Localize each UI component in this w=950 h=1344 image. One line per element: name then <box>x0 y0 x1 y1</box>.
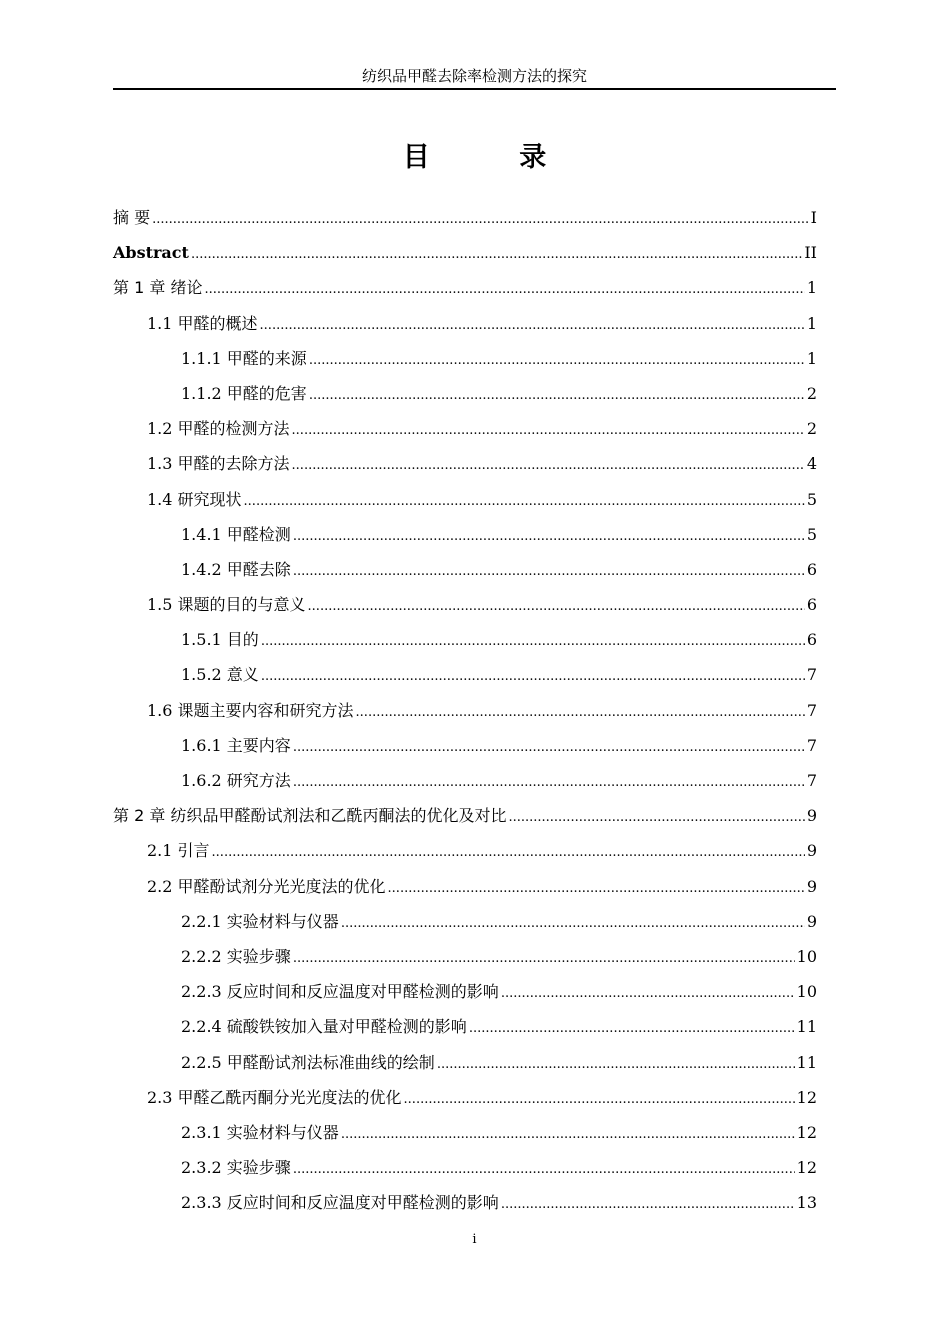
toc-entry-text: 1.1.2 甲醛的危害 <box>181 383 307 403</box>
toc-leader <box>293 554 805 589</box>
toc-entry-page: 13 <box>796 1193 817 1213</box>
toc-entry-text: 2.3.2 实验步骤 <box>181 1158 291 1178</box>
toc-leader <box>501 976 795 1011</box>
toc-entry-page: 6 <box>806 630 817 650</box>
toc-entry-1-1-1[interactable] <box>113 341 817 376</box>
toc-entry-text: 1.6 课题主要内容和研究方法 <box>147 700 354 720</box>
toc-leader <box>341 906 805 941</box>
toc-entry-1-6-2[interactable] <box>113 763 817 798</box>
toc-entry-text: 2.2.1 实验材料与仪器 <box>181 911 339 931</box>
toc-entry-text: 2.2 甲醛酚试剂分光光度法的优化 <box>147 876 386 896</box>
toc-entry-1-1[interactable] <box>113 306 817 341</box>
toc-entry-1-4[interactable] <box>113 482 817 517</box>
toc-entry-2-2-3[interactable] <box>113 974 817 1009</box>
header-rule <box>113 88 836 90</box>
toc-entry-text: 摘 要 <box>113 208 151 227</box>
toc-leader <box>388 871 805 906</box>
toc-leader <box>293 730 805 765</box>
toc-leader <box>212 835 805 870</box>
toc-entry-text: 2.1 引言 <box>147 841 210 861</box>
toc-entry-page: 7 <box>806 700 817 720</box>
toc-entry-1-5-2[interactable] <box>113 657 817 692</box>
toc-leader <box>244 484 805 519</box>
toc-entry-page: 2 <box>806 419 817 439</box>
toc-entry-text: 1.3 甲醛的去除方法 <box>147 454 290 474</box>
toc-entry-1-1-2[interactable] <box>113 376 817 411</box>
toc-leader <box>261 624 805 659</box>
toc-entry-text: 1.1 甲醛的概述 <box>147 313 258 333</box>
toc-entry-page: I <box>810 208 817 227</box>
toc-entry-page: 7 <box>806 735 817 755</box>
page-number: i <box>472 1232 477 1247</box>
toc-entry-chapter-1[interactable] <box>113 270 817 305</box>
toc-entry-text: 2.2.3 反应时间和反应温度对甲醛检测的影响 <box>181 982 499 1002</box>
toc-entry-1-6[interactable] <box>113 693 817 728</box>
toc-entry-page: 9 <box>806 876 817 896</box>
toc-entry-2-1[interactable] <box>113 833 817 868</box>
toc-leader <box>508 800 804 835</box>
toc-entry-page: 9 <box>806 841 817 861</box>
toc-entry-2-3-2[interactable] <box>113 1150 817 1185</box>
toc-entry-2-2-5[interactable] <box>113 1045 817 1080</box>
toc-entry-text: 2.3.1 实验材料与仪器 <box>181 1122 339 1142</box>
toc-entry-1-2[interactable] <box>113 411 817 446</box>
toc-entry-page: 12 <box>796 1158 817 1178</box>
toc-entry-text: 第 2 章 纺织品甲醛酚试剂法和乙酰丙酮法的优化及对比 <box>113 806 507 826</box>
toc-entry-2-2-2[interactable] <box>113 939 817 974</box>
toc-leader <box>437 1047 795 1082</box>
toc-leader <box>309 378 805 413</box>
toc-entry-text: 1.5.2 意义 <box>181 665 259 685</box>
toc-entry-page: 7 <box>806 665 817 685</box>
toc-entry-page: 1 <box>806 278 817 298</box>
toc-entry-text: 1.6.1 主要内容 <box>181 735 291 755</box>
toc-entry-1-3[interactable] <box>113 446 817 481</box>
toc-entry-text: 1.5 课题的目的与意义 <box>147 595 306 615</box>
toc-leader <box>191 237 802 272</box>
toc-entry-text: 2.2.2 实验步骤 <box>181 946 291 966</box>
toc-entry-2-3-3[interactable] <box>113 1185 817 1220</box>
toc-leader <box>309 343 805 378</box>
toc-leader <box>501 1187 795 1222</box>
toc-entry-text: 1.2 甲醛的检测方法 <box>147 419 290 439</box>
toc-entry-page: 12 <box>796 1122 817 1142</box>
toc-entry-text: Abstract <box>113 243 189 263</box>
toc-leader <box>292 413 805 448</box>
toc-entry-page: 5 <box>806 524 817 544</box>
toc-entry-text: 1.4.1 甲醛检测 <box>181 524 291 544</box>
toc-list <box>113 200 817 1220</box>
toc-leader <box>293 519 805 554</box>
toc-entry-2-2-4[interactable] <box>113 1009 817 1044</box>
toc-leader <box>293 765 805 800</box>
toc-entry-page: 6 <box>806 595 817 615</box>
toc-entry-page: 1 <box>806 313 817 333</box>
toc-entry-text: 1.6.2 研究方法 <box>181 771 291 790</box>
toc-entry-page: 5 <box>806 489 817 509</box>
toc-title: 目 录 <box>402 142 587 173</box>
toc-entry-page: 9 <box>806 911 817 931</box>
toc-entry-2-2[interactable] <box>113 869 817 904</box>
toc-entry-2-3[interactable] <box>113 1080 817 1115</box>
toc-leader <box>260 308 805 343</box>
toc-entry-text: 2.3.3 反应时间和反应温度对甲醛检测的影响 <box>181 1193 499 1213</box>
toc-entry-page: 6 <box>806 559 817 579</box>
toc-entry-page: 1 <box>806 348 817 368</box>
toc-entry-text: 1.4 研究现状 <box>147 489 242 509</box>
toc-entry-page: 12 <box>796 1087 817 1107</box>
toc-entry-text: 2.3 甲醛乙酰丙酮分光光度法的优化 <box>147 1087 402 1107</box>
toc-entry-page: II <box>804 243 817 263</box>
toc-entry-page: 9 <box>806 806 817 826</box>
toc-leader <box>204 272 804 307</box>
toc-leader <box>292 448 805 483</box>
running-header: 纺织品甲醛去除率检测方法的探究 <box>361 67 587 85</box>
toc-entry-text: 2.2.5 甲醛酚试剂法标准曲线的绘制 <box>181 1052 435 1072</box>
toc-entry-1-4-1[interactable] <box>113 517 817 552</box>
toc-leader <box>293 941 795 976</box>
toc-entry-page: 4 <box>806 454 817 474</box>
toc-entry-text: 第 1 章 绪论 <box>113 278 203 298</box>
toc-entry-1-5-1[interactable] <box>113 622 817 657</box>
toc-leader <box>308 589 805 624</box>
toc-entry-page: 2 <box>806 383 817 403</box>
toc-entry-page: 10 <box>796 982 817 1002</box>
toc-leader <box>404 1082 795 1117</box>
toc-entry-text: 1.5.1 目的 <box>181 630 259 650</box>
toc-entry-page: 11 <box>796 1052 817 1072</box>
toc-entry-text: 1.1.1 甲醛的来源 <box>181 348 307 368</box>
toc-entry-1-5[interactable] <box>113 587 817 622</box>
toc-entry-page: 10 <box>796 946 817 966</box>
toc-leader <box>293 1152 795 1187</box>
toc-leader <box>152 202 809 237</box>
toc-leader <box>341 1117 795 1152</box>
toc-entry-page: 11 <box>796 1017 817 1037</box>
toc-leader <box>469 1011 795 1046</box>
toc-entry-2-2-1[interactable] <box>113 904 817 939</box>
toc-entry-1-4-2[interactable] <box>113 552 817 587</box>
toc-leader <box>356 695 805 730</box>
toc-leader <box>261 659 805 694</box>
toc-entry-text: 2.2.4 硫酸铁铵加入量对甲醛检测的影响 <box>181 1017 467 1037</box>
toc-entry-page: 7 <box>806 771 817 790</box>
toc-entry-abstract-en[interactable] <box>113 235 817 270</box>
toc-entry-1-6-1[interactable] <box>113 728 817 763</box>
toc-entry-chapter-2[interactable] <box>113 798 817 833</box>
toc-entry-text: 1.4.2 甲醛去除 <box>181 559 291 579</box>
toc-entry-abstract-cn[interactable] <box>113 200 817 235</box>
toc-entry-2-3-1[interactable] <box>113 1115 817 1150</box>
